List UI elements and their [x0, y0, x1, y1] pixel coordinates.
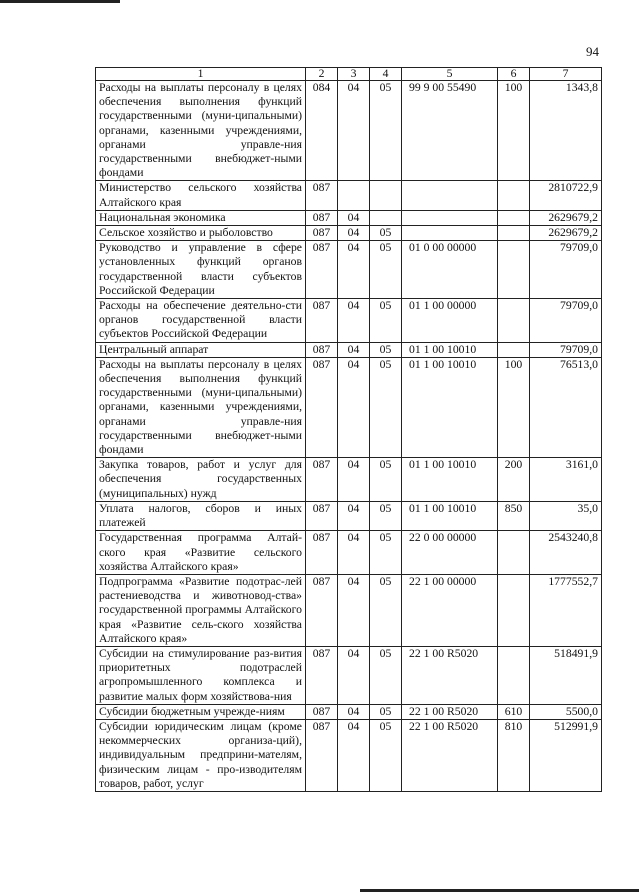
- cell-amount: 79709,0: [530, 342, 602, 357]
- col-header: 1: [96, 68, 306, 81]
- cell-vr: 610: [498, 704, 530, 719]
- cell-name: Расходы на обеспечение деятельно-сти органов государственной власти субъектов Российской Федерации: [96, 299, 306, 343]
- cell-sec: 04: [338, 342, 370, 357]
- cell-name: Закупка товаров, работ и услуг для обеспечения государственных (муниципальных) нужд: [96, 458, 306, 502]
- cell-vr: 100: [498, 357, 530, 457]
- table-row: [96, 226, 602, 241]
- cell-sec: 04: [338, 357, 370, 457]
- cell-sec: 04: [338, 226, 370, 241]
- cell-vr: [498, 210, 530, 225]
- cell-sub: 05: [370, 226, 402, 241]
- cell-code: 087: [306, 299, 338, 343]
- cell-target: 22 0 00 00000: [402, 531, 498, 575]
- cell-code: 087: [306, 646, 338, 704]
- cell-sec: [338, 181, 370, 210]
- cell-sec: 04: [338, 81, 370, 181]
- cell-target: 01 1 00 10010: [402, 357, 498, 457]
- cell-sub: [370, 210, 402, 225]
- cell-name: Министерство сельского хозяйства Алтайского края: [96, 181, 306, 210]
- col-header: 3: [338, 68, 370, 81]
- col-header: 6: [498, 68, 530, 81]
- cell-sub: 05: [370, 299, 402, 343]
- table-header-row: [96, 68, 602, 81]
- table-row: [96, 574, 602, 646]
- cell-name: Субсидии на стимулирование раз-вития приоритетных подотраслей агропромышленного комплекса и развитие малых форм хозяйствова-ния: [96, 646, 306, 704]
- cell-name: Субсидии бюджетным учрежде-ниям: [96, 704, 306, 719]
- cell-target: [402, 226, 498, 241]
- cell-sub: 05: [370, 574, 402, 646]
- table-row: [96, 81, 602, 181]
- table-row: [96, 704, 602, 719]
- cell-sec: 04: [338, 574, 370, 646]
- cell-code: 087: [306, 704, 338, 719]
- page-number: 94: [586, 44, 599, 59]
- cell-code: 087: [306, 574, 338, 646]
- cell-name: Расходы на выплаты персоналу в целях обеспечения выполнения функций государственными (муни-ципальными) органами, казенными учреждениями, органами управле-ния государственными внебюджет-ными фондами: [96, 81, 306, 181]
- cell-amount: 35,0: [530, 501, 602, 530]
- cell-sub: 05: [370, 704, 402, 719]
- table-row: [96, 501, 602, 530]
- cell-vr: [498, 241, 530, 299]
- cell-amount: 1777552,7: [530, 574, 602, 646]
- cell-sub: 05: [370, 646, 402, 704]
- cell-target: [402, 181, 498, 210]
- cell-target: 01 1 00 10010: [402, 501, 498, 530]
- cell-amount: 2543240,8: [530, 531, 602, 575]
- cell-amount: 76513,0: [530, 357, 602, 457]
- cell-amount: 2629679,2: [530, 210, 602, 225]
- cell-amount: 518491,9: [530, 646, 602, 704]
- cell-sub: 05: [370, 342, 402, 357]
- cell-name: Государственная программа Алтай-ского края «Развитие сельского хозяйства Алтайского края»: [96, 531, 306, 575]
- cell-name: Центральный аппарат: [96, 342, 306, 357]
- scan-edge-bottom: [360, 889, 639, 892]
- cell-vr: [498, 181, 530, 210]
- cell-sec: 04: [338, 458, 370, 502]
- cell-target: 99 9 00 55490: [402, 81, 498, 181]
- cell-amount: 79709,0: [530, 241, 602, 299]
- cell-name: Сельское хозяйство и рыболовство: [96, 226, 306, 241]
- table-row: [96, 181, 602, 210]
- table-row: [96, 458, 602, 502]
- cell-vr: [498, 646, 530, 704]
- cell-sub: 05: [370, 501, 402, 530]
- cell-target: 01 1 00 00000: [402, 299, 498, 343]
- cell-sub: 05: [370, 719, 402, 791]
- table-row: [96, 719, 602, 791]
- cell-amount: 2810722,9: [530, 181, 602, 210]
- cell-vr: [498, 531, 530, 575]
- cell-target: 22 1 00 R5020: [402, 646, 498, 704]
- cell-sec: 04: [338, 299, 370, 343]
- cell-target: 01 1 00 10010: [402, 342, 498, 357]
- scan-edge-top: [0, 0, 120, 3]
- cell-target: [402, 210, 498, 225]
- table-row: [96, 646, 602, 704]
- cell-sub: 05: [370, 241, 402, 299]
- cell-vr: 200: [498, 458, 530, 502]
- cell-target: 01 0 00 00000: [402, 241, 498, 299]
- cell-target: 22 1 00 R5020: [402, 704, 498, 719]
- table-row: [96, 357, 602, 457]
- cell-code: 087: [306, 342, 338, 357]
- cell-amount: 2629679,2: [530, 226, 602, 241]
- col-header: 4: [370, 68, 402, 81]
- cell-amount: 512991,9: [530, 719, 602, 791]
- cell-sec: 04: [338, 719, 370, 791]
- cell-vr: 100: [498, 81, 530, 181]
- table-row: [96, 210, 602, 225]
- table-row: [96, 531, 602, 575]
- cell-sub: 05: [370, 531, 402, 575]
- budget-table: [95, 67, 602, 792]
- table-row: [96, 241, 602, 299]
- cell-code: 084: [306, 81, 338, 181]
- table-row: [96, 299, 602, 343]
- cell-sub: [370, 181, 402, 210]
- cell-code: 087: [306, 501, 338, 530]
- cell-sec: 04: [338, 531, 370, 575]
- cell-code: 087: [306, 210, 338, 225]
- cell-code: 087: [306, 458, 338, 502]
- cell-sub: 05: [370, 458, 402, 502]
- col-header: 2: [306, 68, 338, 81]
- cell-sec: 04: [338, 646, 370, 704]
- col-header: 7: [530, 68, 602, 81]
- cell-code: 087: [306, 181, 338, 210]
- cell-name: Национальная экономика: [96, 210, 306, 225]
- cell-amount: 1343,8: [530, 81, 602, 181]
- cell-name: Уплата налогов, сборов и иных платежей: [96, 501, 306, 530]
- cell-vr: [498, 342, 530, 357]
- cell-target: 22 1 00 00000: [402, 574, 498, 646]
- cell-vr: [498, 299, 530, 343]
- table-row: [96, 342, 602, 357]
- cell-target: 01 1 00 10010: [402, 458, 498, 502]
- col-header: 5: [402, 68, 498, 81]
- cell-target: 22 1 00 R5020: [402, 719, 498, 791]
- cell-vr: [498, 226, 530, 241]
- cell-sec: 04: [338, 210, 370, 225]
- cell-code: 087: [306, 531, 338, 575]
- cell-amount: 79709,0: [530, 299, 602, 343]
- cell-code: 087: [306, 241, 338, 299]
- cell-vr: [498, 574, 530, 646]
- cell-name: Подпрограмма «Развитие подотрас-лей растениеводства и животновод-ства» государственной программы Алтайского края «Развитие сель-ского хозяйства Алтайского края»: [96, 574, 306, 646]
- cell-amount: 5500,0: [530, 704, 602, 719]
- cell-sub: 05: [370, 81, 402, 181]
- cell-code: 087: [306, 226, 338, 241]
- cell-sub: 05: [370, 357, 402, 457]
- cell-sec: 04: [338, 704, 370, 719]
- cell-sec: 04: [338, 241, 370, 299]
- cell-name: Руководство и управление в сфере установленных функций органов государственной власти субъектов Российской Федерации: [96, 241, 306, 299]
- cell-code: 087: [306, 357, 338, 457]
- cell-amount: 3161,0: [530, 458, 602, 502]
- cell-sec: 04: [338, 501, 370, 530]
- cell-code: 087: [306, 719, 338, 791]
- cell-vr: 810: [498, 719, 530, 791]
- cell-name: Субсидии юридическим лицам (кроме некоммерческих организа-ций), индивидуальным предприни-мателям, физическим лицам - про-изводителям товаров, работ, услуг: [96, 719, 306, 791]
- cell-vr: 850: [498, 501, 530, 530]
- cell-name: Расходы на выплаты персоналу в целях обеспечения выполнения функций государственными (муни-ципальными) органами, казенными учреждениями, органами управле-ния государственными внебюджет-ными фондами: [96, 357, 306, 457]
